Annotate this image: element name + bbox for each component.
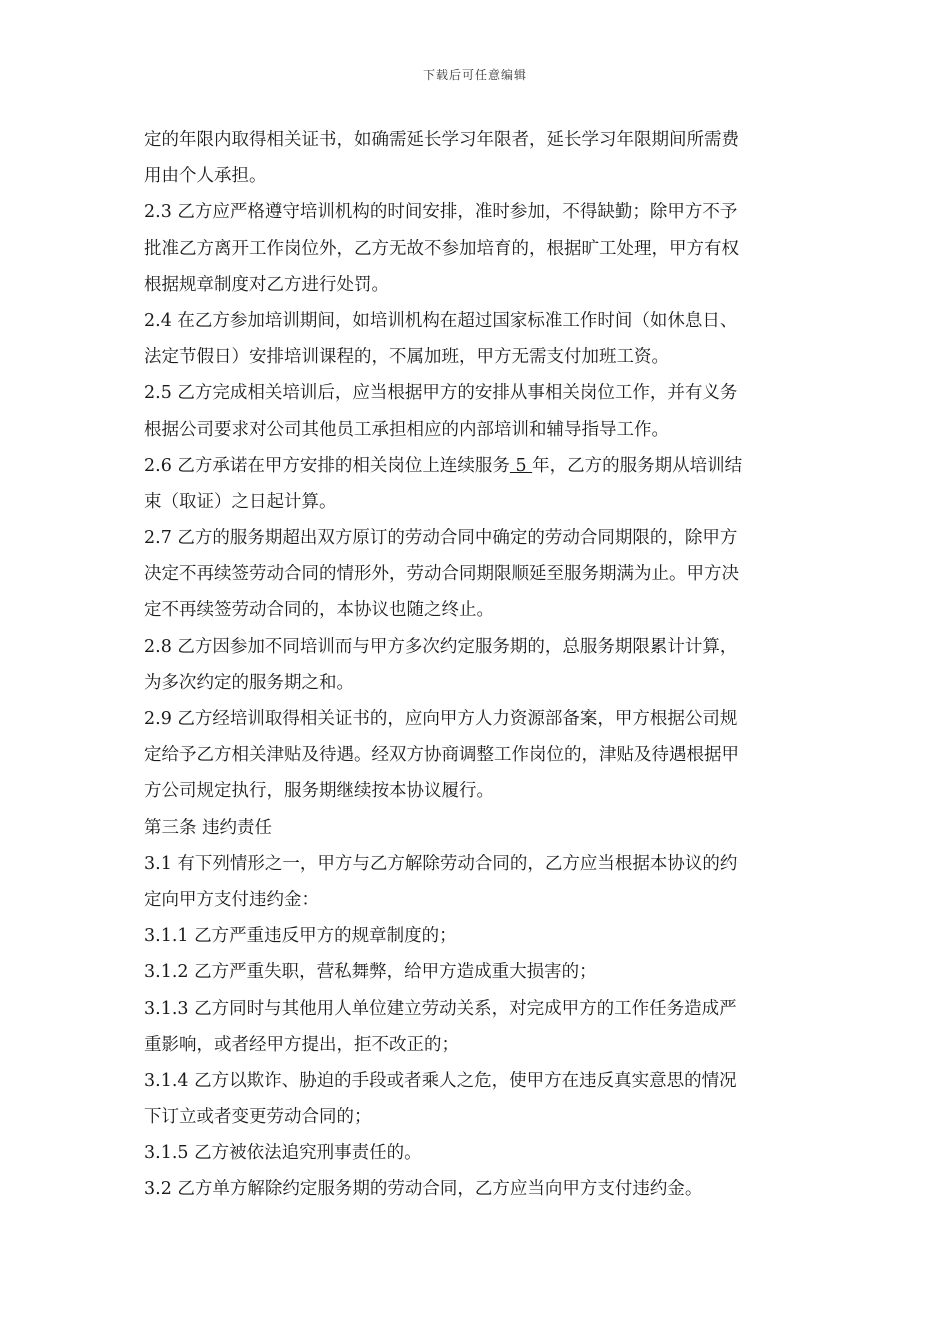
clause-2-7: 2.7 乙方的服务期超出双方原订的劳动合同中确定的劳动合同期限的，除甲方 (144, 528, 738, 549)
clause-2-6 (144, 448, 808, 484)
clause-2-9: 2.9 乙方经培训取得相关证书的，应向甲方人力资源部备案，甲方根据公司规 (144, 709, 738, 729)
page-header: 下载后可任意编辑 (422, 68, 527, 82)
clause-2-6-text-end: 年，乙方的服务期从培训结 (532, 455, 743, 476)
text-line: 定给予乙方相关津贴及待遇。经双方协商调整工作岗位的，津贴及待遇根据甲 (144, 745, 739, 766)
text-line: 法定节假日）安排培训课程的，不属加班，甲方无需支付加班工资。 (144, 347, 669, 368)
text-line: 定的年限内取得相关证书，如确需延长学习年限者，延长学习年限期间所需费 (144, 130, 739, 150)
clause-3-1-5: 3.1.5 乙方被依法追究刑事责任的。 (144, 1143, 422, 1164)
clause-3-1-3: 3.1.3 乙方同时与其他用人单位建立劳动关系，对完成甲方的工作任务造成严 (144, 998, 737, 1019)
clause-3-1-4: 3.1.4 乙方以欺诈、胁迫的手段或者乘人之危，使甲方在违反真实意思的情况 (144, 1070, 737, 1091)
clause-2-6-text: 2.6 乙方承诺在甲方安排的相关岗位上连续服务 (144, 455, 510, 476)
section-heading: 第三条 违约责任 (144, 817, 273, 838)
text-line: 决定不再续签劳动合同的情形外，劳动合同期限顺延至服务期满为止。甲方决 (144, 564, 739, 585)
text-line: 为多次约定的服务期之和。 (144, 672, 354, 693)
service-years-value: 5 (509, 455, 533, 476)
text-line: 定向甲方支付违约金： (144, 889, 319, 910)
clause-2-3: 2.3 乙方应严格遵守培训机构的时间安排，准时参加，不得缺勤；除甲方不予 (144, 202, 738, 223)
clause-2-5: 2.5 乙方完成相关培训后，应当根据甲方的安排从事相关岗位工作，并有义务 (144, 383, 738, 404)
document-body (144, 122, 808, 1208)
text-line: 批准乙方离开工作岗位外，乙方无故不参加培育的，根据旷工处理，甲方有权 (144, 238, 739, 259)
text-line: 方公司规定执行，服务期继续按本协议履行。 (144, 781, 494, 802)
clause-3-1-1: 3.1.1 乙方严重违反甲方的规章制度的； (144, 926, 457, 947)
text-line: 根据规章制度对乙方进行处罚。 (144, 274, 389, 295)
clause-3-1: 3.1 有下列情形之一，甲方与乙方解除劳动合同的，乙方应当根据本协议的约 (144, 853, 738, 874)
text-line: 根据公司要求对公司其他员工承担相应的内部培训和辅导指导工作。 (144, 419, 669, 440)
clause-3-1-2: 3.1.2 乙方严重失职，营私舞弊，给甲方造成重大损害的； (144, 962, 597, 983)
text-line: 用由个人承担。 (144, 166, 267, 187)
text-line: 下订立或者变更劳动合同的； (144, 1107, 372, 1128)
text-line: 束（取证）之日起计算。 (144, 491, 337, 512)
clause-2-4: 2.4 在乙方参加培训期间，如培训机构在超过国家标准工作时间（如休息日、 (144, 310, 738, 331)
clause-3-2: 3.2 乙方单方解除约定服务期的劳动合同，乙方应当向甲方支付违约金。 (144, 1179, 703, 1200)
text-line: 定不再续签劳动合同的，本协议也随之终止。 (144, 600, 494, 621)
clause-2-8: 2.8 乙方因参加不同培训而与甲方多次约定服务期的，总服务期限累计计算， (144, 636, 738, 657)
text-line: 重影响，或者经甲方提出，拒不改正的； (144, 1034, 459, 1055)
